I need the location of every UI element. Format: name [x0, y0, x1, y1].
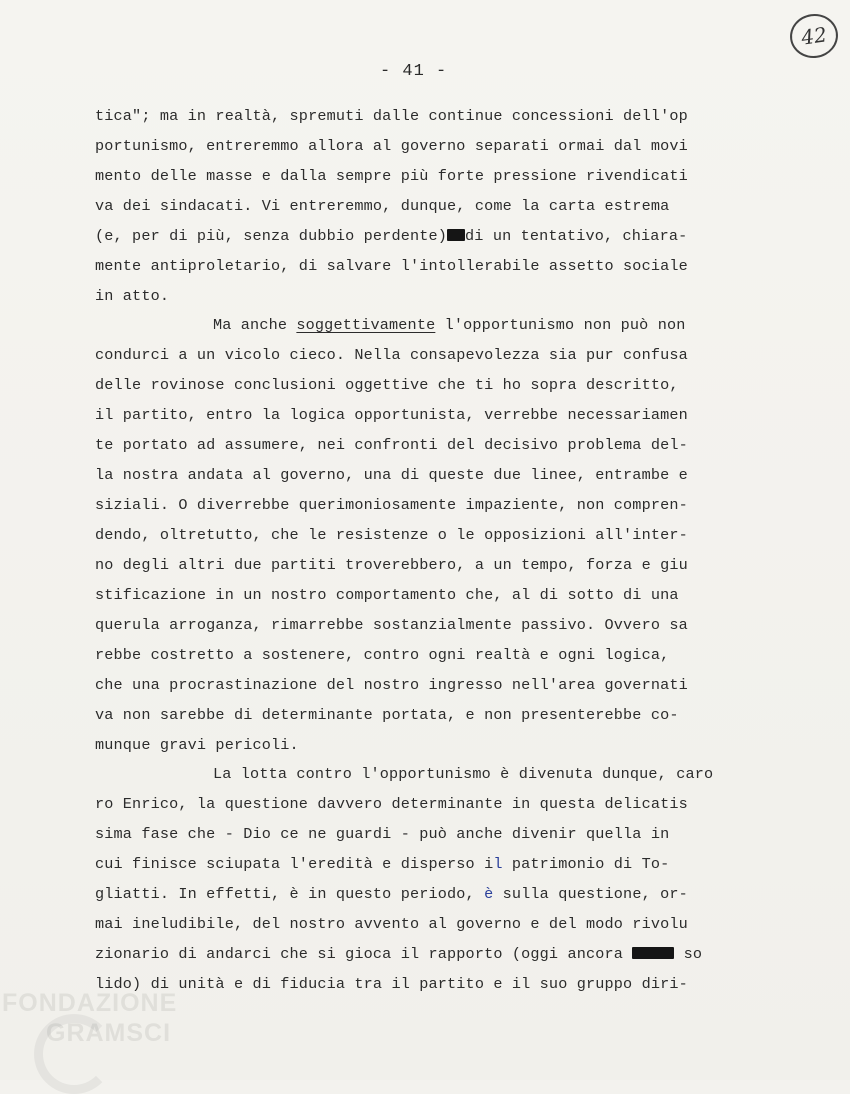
text-line: ro Enrico, la questione davvero determinante in questa delicatis	[95, 795, 688, 813]
text-line	[95, 879, 755, 909]
text-segment: sulla questione, or-	[493, 885, 688, 903]
redaction-mark	[447, 229, 465, 241]
text-line	[95, 221, 755, 251]
text-line: che una procrastinazione del nostro ingresso nell'area governati	[95, 676, 688, 694]
text-segment: patrimonio di To-	[502, 855, 670, 873]
watermark-line: GRAMSCI	[46, 1019, 172, 1047]
text-segment: zionario di andarci che si gioca il rapporto (oggi ancora	[95, 945, 633, 963]
text-line: tica"; ma in realtà, spremuti dalle continue concessioni dell'op	[95, 107, 688, 125]
paragraph-start-line	[95, 310, 755, 340]
text-line: no degli altri due partiti troverebbero, a un tempo, forza e giu	[95, 556, 688, 574]
text-line	[95, 849, 755, 879]
text-line: querula arroganza, rimarrebbe sostanzialmente passivo. Ovvero sa	[95, 616, 688, 634]
watermark-logo-icon	[34, 1014, 114, 1094]
ink-correction: l	[493, 855, 503, 873]
text-segment: gliatti. In effetti, è in questo periodo,	[95, 885, 485, 903]
underlined-word: soggettivamente	[296, 316, 436, 334]
text-line: delle rovinose conclusioni oggettive che ti ho sopra descritto,	[95, 376, 679, 394]
text-line	[95, 939, 755, 969]
redaction-mark	[632, 947, 674, 959]
text-line: stificazione in un nostro comportamento che, al di sotto di una	[95, 586, 679, 604]
text-line: mai ineludibile, del nostro avvento al governo e del modo rivolu	[95, 915, 688, 933]
watermark-line: FONDAZIONE	[2, 989, 178, 1017]
ink-correction: è	[484, 885, 494, 903]
text-segment: di un tentativo, chiara-	[465, 227, 688, 245]
handwritten-page-number: 42	[787, 11, 841, 61]
text-line: siziali. O diverrebbe querimoniosamente impaziente, non compren-	[95, 496, 688, 514]
text-line: condurci a un vicolo cieco. Nella consapevolezza sia pur confusa	[95, 346, 688, 364]
page-number: - 41 -	[380, 62, 448, 81]
text-line: dendo, oltretutto, che le resistenze o le opposizioni all'inter-	[95, 526, 688, 544]
text-line: mento delle masse e dalla sempre più forte pressione rivendicati	[95, 167, 688, 185]
text-line: la nostra andata al governo, una di queste due linee, entrambe e	[95, 466, 688, 484]
text-line: munque gravi pericoli.	[95, 736, 299, 754]
text-line: mente antiproletario, di salvare l'intollerabile assetto sociale	[95, 257, 688, 275]
text-line: va dei sindacati. Vi entreremmo, dunque, come la carta estrema	[95, 197, 670, 215]
letter-body	[95, 101, 755, 999]
text-line: il partito, entro la logica opportunista, verrebbe necessariamen	[95, 406, 688, 424]
text-line: in atto.	[95, 287, 170, 305]
text-segment: so	[674, 945, 703, 963]
text-segment: cui finisce sciupata l'eredità e disperso i	[95, 855, 494, 873]
text-segment: Ma anche	[213, 316, 297, 334]
text-line: te portato ad assumere, nei confronti del decisivo problema del-	[95, 436, 688, 454]
text-segment: l'opportunismo non può non	[435, 316, 686, 334]
text-segment: (e, per di più, senza dubbio perdente)	[95, 227, 448, 245]
paragraph-start-line: La lotta contro l'opportunismo è divenuta dunque, caro	[213, 765, 714, 783]
text-line: sima fase che - Dio ce ne guardi - può anche divenir quella in	[95, 825, 670, 843]
text-line: portunismo, entreremmo allora al governo separati ormai dal movi	[95, 137, 688, 155]
text-line: va non sarebbe di determinante portata, e non presenterebbe co-	[95, 706, 679, 724]
text-line: lido) di unità e di fiducia tra il partito e il suo gruppo diri-	[95, 975, 688, 993]
text-line: rebbe costretto a sostenere, contro ogni realtà e ogni logica,	[95, 646, 670, 664]
